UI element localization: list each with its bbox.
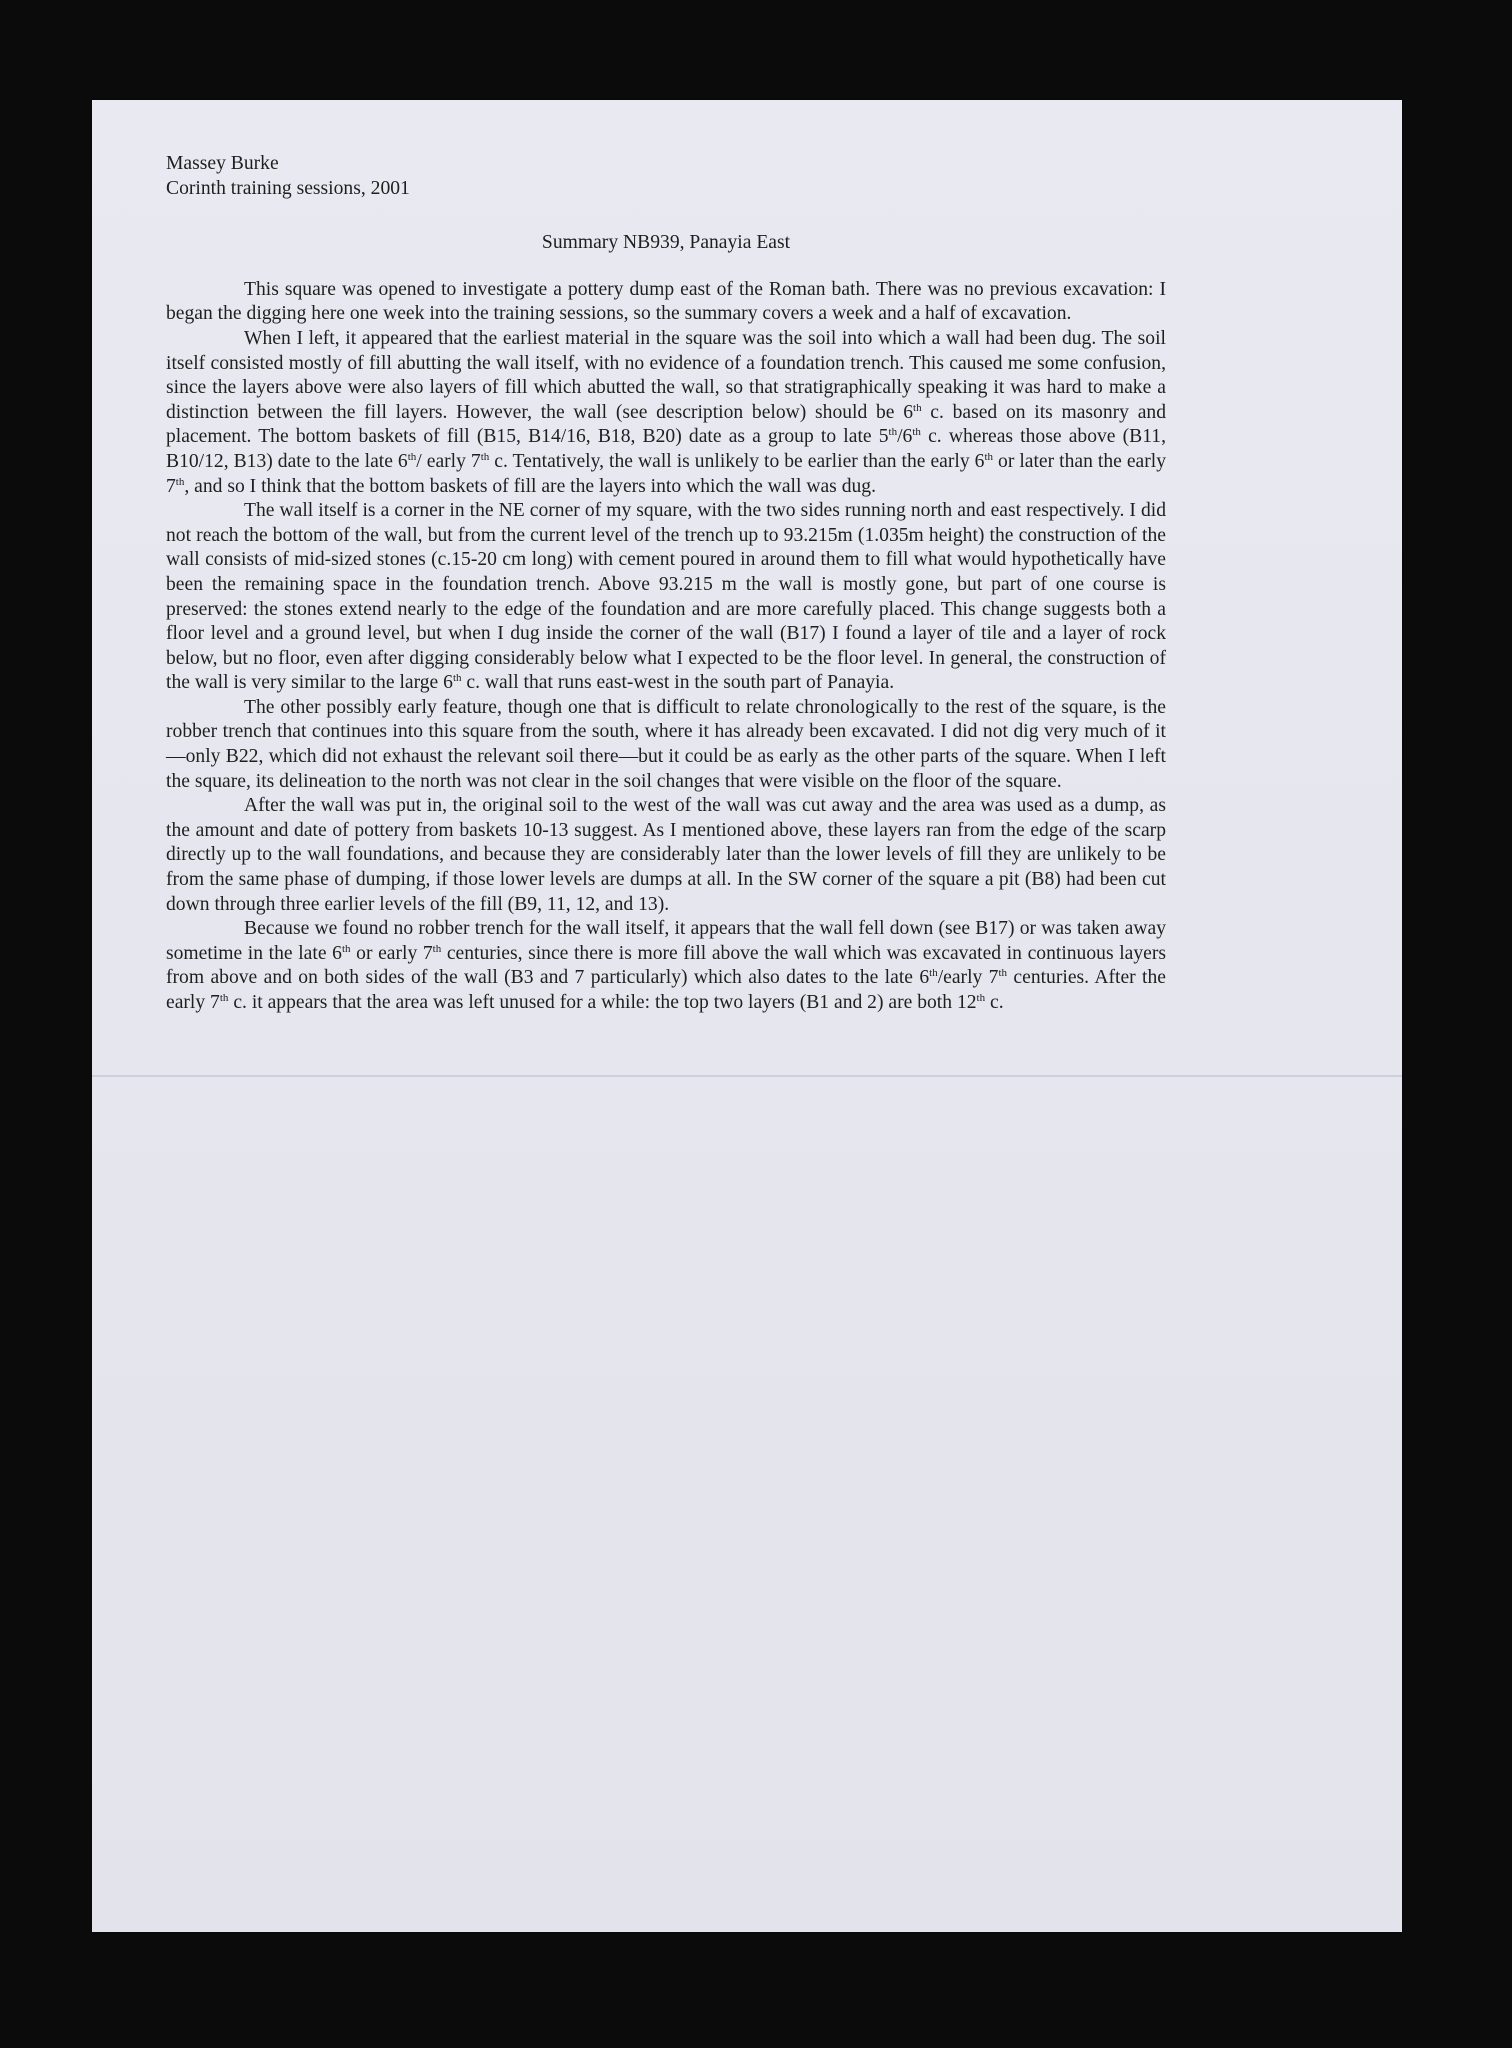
paper-fold-line xyxy=(92,1075,1402,1077)
paragraph: The other possibly early feature, though one that is difficult to relate chronologically to the rest of the square, is the robber trench that continues into this square from the south, where it has already been excavated. I did not dig very much of it—only B22, which did not exhaust the relevant soil there—but it could be as early as the other parts of the square. When I left the square, its delineation to the north was not clear in the soil changes that were visible on the floor of the square. xyxy=(166,696,1166,792)
paragraph: After the wall was put in, the original soil to the west of the wall was cut away and the area was used as a dump, as the amount and date of pottery from baskets 10-13 suggest. As I mentioned above, these layers ran from the edge of the scarp directly up to the wall foundations, and because they are considerably later than the lower levels of fill they are unlikely to be from the same phase of dumping, if those lower levels are dumps at all. In the SW corner of the square a pit (B8) had been cut down through three earlier levels of the fill (B9, 11, 12, and 13). xyxy=(166,795,1166,915)
document-subtitle: Corinth training sessions, 2001 xyxy=(166,177,410,199)
paragraph: Because we found no robber trench for the wall itself, it appears that the wall fell down (see B17) or was taken away sometime in the late 6th or early 7th centuries, since there is more fill above the wall which was excavated in continuous layers from above and on both sides of the wall (B3 and 7 particularly) which also dates to the late 6th/early 7th centuries. After the early 7th c. it appears that the area was left unused for a while: the top two layers (B1 and 2) are both 12th c. xyxy=(166,918,1166,1013)
document-body xyxy=(166,152,1166,1016)
author-name: Massey Burke xyxy=(166,153,279,174)
document-title: Summary NB939, Panayia East xyxy=(541,232,791,254)
paragraph: This square was opened to investigate a pottery dump east of the Roman bath. There was no previous excavation: I began the digging here one week into the training sessions, so the summary covers a week and a half of excavation. xyxy=(166,278,1166,325)
paragraph: The wall itself is a corner in the NE corner of my square, with the two sides running north and east respectively. I did not reach the bottom of the wall, but from the current level of the trench up to 93.215m (1.035m height) the construction of the wall consists of mid-sized stones (c.15-20 cm long) with cement poured in around them to fill what would hypothetically have been the remaining space in the foundation trench. Above 93.215 m the wall is mostly gone, but part of one course is preserved: the stones extend nearly to the edge of the foundation and are more carefully placed. This change suggests both a floor level and a ground level, but when I dug inside the corner of the wall (B17) I found a layer of tile and a layer of rock below, but no floor, even after digging considerably below what I expected to be the floor level. In general, the construction of the wall is very similar to the large 6th c. wall that runs east-west in the south part of Panayia. xyxy=(166,500,1166,694)
paragraph: When I left, it appeared that the earliest material in the square was the soil into which a wall had been dug. The soil itself consisted mostly of fill abutting the wall itself, with no evidence of a foundation trench. This caused me some confusion, since the layers above were also layers of fill which abutted the wall, so that stratigraphically speaking it was hard to make a distinction between the fill layers. However, the wall (see description below) should be 6th c. based on its masonry and placement. The bottom baskets of fill (B15, B14/16, B18, B20) date as a group to late 5th/6th c. whereas those above (B11, B10/12, B13) date to the late 6th/ early 7th c. Tentatively, the wall is unlikely to be earlier than the early 6th or later than the early 7th, and so I think that the bottom baskets of fill are the layers into which the wall was dug. xyxy=(166,327,1167,497)
